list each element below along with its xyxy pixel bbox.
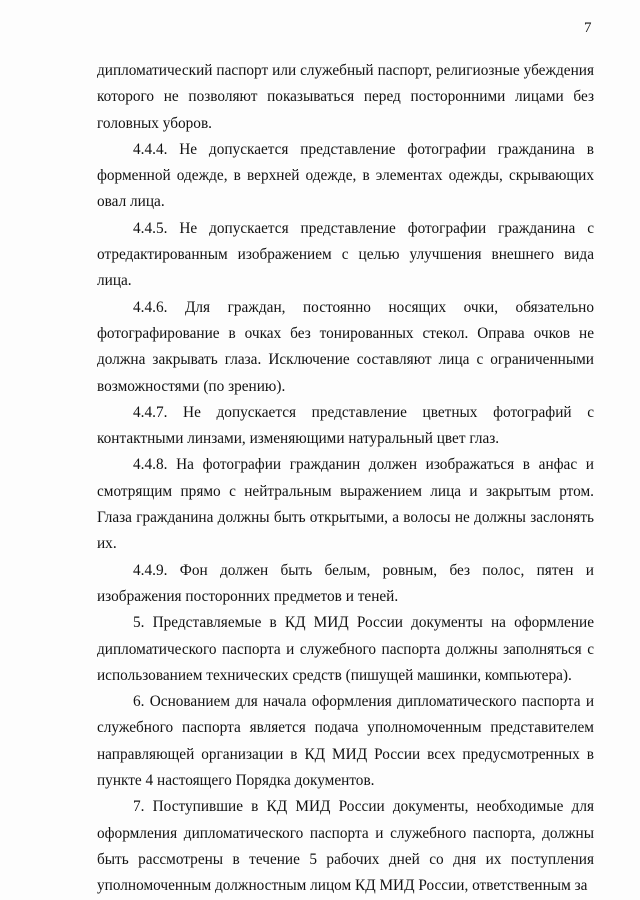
paragraph-7: 7. Поступившие в КД МИД России документы, необходимые для оформления дипломатического паспорта и служебного паспорта, должны быть рассмотрены в течение 5 рабочих дней со дня их поступления уполномоченным должностным лицом КД МИД России, ответственным за bbox=[97, 798, 594, 895]
paragraph-4-4-7: 4.4.7. Не допускается представление цветных фотографий с контактными линзами, изменяющими натуральный цвет глаз. bbox=[97, 403, 594, 448]
paragraph-5: 5. Представляемые в КД МИД России документы на оформление дипломатического паспорта и служебного паспорта должны заполняться с использованием технических средств (пишущей машинки, компьютера). bbox=[97, 614, 594, 684]
paragraph-continuation: дипломатический паспорт или служебный паспорт, религиозные убеждения которого не позволяют показываться перед посторонними лицами без головных уборов. bbox=[97, 62, 594, 132]
paragraph-6: 6. Основанием для начала оформления дипломатического паспорта и служебного паспорта является подача уполномоченным представителем направляющей организации в КД МИД России всех предусмотренных в пункте 4 настоящего Порядка документов. bbox=[97, 693, 594, 790]
paragraph-4-4-9: 4.4.9. Фон должен быть белым, ровным, без полос, пятен и изображения посторонних предметов и теней. bbox=[97, 561, 594, 605]
paragraph-4-4-8: 4.4.8. На фотографии гражданин должен изображаться в анфас и смотрящим прямо с нейтральным выражением лица и закрытым ртом. Глаза гражданина должны быть открытыми, а волосы не должны заслонять их. bbox=[97, 456, 594, 553]
paragraph-4-4-4: 4.4.4. Не допускается представление фотографии гражданина в форменной одежде, в верхней одежде, в элементах одежды, скрывающих овал лица. bbox=[97, 140, 594, 211]
document-body bbox=[97, 58, 594, 900]
paragraph-4-4-5: 4.4.5. Не допускается представление фотографии гражданина с отредактированным изображением с целью улучшения внешнего вида лица. bbox=[97, 219, 594, 290]
page-number: 7 bbox=[584, 20, 592, 36]
paragraph-4-4-6: 4.4.6. Для граждан, постоянно носящих очки, обязательно фотографирование в очках без тонированных стекол. Оправа очков не должна закрывать глаза. Исключение составляют лица с ограниченными возможностями (по зрению). bbox=[97, 298, 594, 395]
